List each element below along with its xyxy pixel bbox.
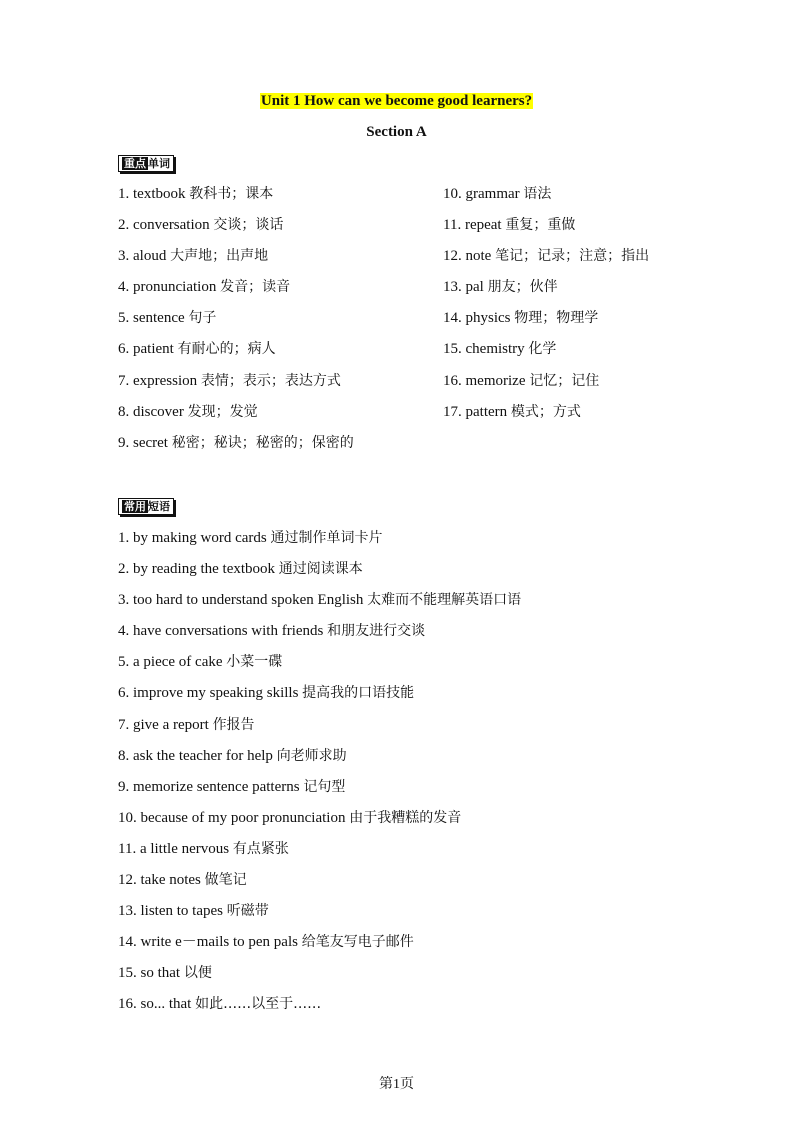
phrase-en: 10. because of my poor pronunciation xyxy=(118,809,346,826)
phrase-en: 4. have conversations with friends xyxy=(118,623,324,640)
vocab-zh: 教科书；课本 xyxy=(189,186,274,202)
vocab-zh: 交谈；谈话 xyxy=(213,217,284,234)
phrase-zh: 太难而不能理解英语口语 xyxy=(367,592,522,609)
vocab-item xyxy=(118,337,354,368)
phrase-zh: 通过阅读课本 xyxy=(278,561,363,578)
vocab-zh: 记忆；记住 xyxy=(529,372,600,389)
vocab-item xyxy=(443,275,649,306)
vocab-en: 15. chemistry xyxy=(443,341,525,358)
vocab-en: 2. conversation xyxy=(118,217,210,234)
vocab-zh: 语法 xyxy=(523,186,552,202)
phrase-badge-plain: 短语 xyxy=(148,500,170,513)
phrase-en: 8. ask the teacher for help xyxy=(118,747,273,764)
phrase-item xyxy=(118,557,718,588)
phrase-zh: 给笔友写电子邮件 xyxy=(301,934,414,951)
phrase-zh: 听磁带 xyxy=(226,903,269,920)
phrase-zh: 由于我糟糕的发音 xyxy=(349,809,462,826)
phrase-zh: 有点紧张 xyxy=(232,840,289,857)
vocab-column-right xyxy=(443,182,649,431)
vocab-zh: 有耐心的；病人 xyxy=(177,341,276,358)
vocab-zh: 发音；读音 xyxy=(220,279,291,296)
vocab-en: 3. aloud xyxy=(118,248,167,265)
vocab-en: 6. patient xyxy=(118,341,174,358)
phrase-item xyxy=(118,713,718,744)
phrase-zh: 作报告 xyxy=(212,716,255,733)
phrase-item xyxy=(118,992,718,1023)
vocab-zh: 物理；物理学 xyxy=(514,310,599,327)
vocab-en: 8. discover xyxy=(118,403,184,420)
phrase-item xyxy=(118,961,718,992)
phrase-item xyxy=(118,619,718,650)
vocab-en: 14. physics xyxy=(443,310,511,327)
vocab-column-left xyxy=(118,182,354,462)
vocab-en: 4. pronunciation xyxy=(118,279,217,296)
phrase-zh: 如此……以至于…… xyxy=(195,996,322,1013)
phrase-item xyxy=(118,899,718,930)
vocab-en: 9. secret xyxy=(118,434,168,451)
phrase-item xyxy=(118,744,718,775)
vocab-zh: 朋友；伙伴 xyxy=(487,279,558,296)
vocab-item xyxy=(118,306,354,337)
vocab-item xyxy=(443,306,649,337)
phrase-item xyxy=(118,837,718,868)
phrase-en: 11. a little nervous xyxy=(118,840,230,857)
phrase-item xyxy=(118,588,718,619)
phrase-en: 13. listen to tapes xyxy=(118,903,223,920)
phrase-zh: 提高我的口语技能 xyxy=(302,685,415,702)
phrase-zh: 通过制作单词卡片 xyxy=(270,530,383,546)
vocab-item xyxy=(443,400,649,431)
phrase-en: 7. give a report xyxy=(118,716,209,733)
phrase-zh: 向老师求助 xyxy=(276,747,347,764)
page-number: 第1页 xyxy=(379,1077,414,1092)
vocab-zh: 化学 xyxy=(528,341,557,358)
vocab-item xyxy=(443,337,649,368)
vocab-item xyxy=(118,275,354,306)
unit-title xyxy=(0,91,793,111)
vocab-item xyxy=(443,369,649,400)
phrase-en: 6. improve my speaking skills xyxy=(118,685,299,702)
phrase-list xyxy=(118,526,718,1024)
vocab-en: 5. sentence xyxy=(118,310,185,327)
phrase-en: 14. write e－mails to pen pals xyxy=(118,934,298,951)
vocab-item xyxy=(443,182,649,213)
vocab-item xyxy=(118,431,354,462)
vocab-zh: 表情；表示；表达方式 xyxy=(200,372,341,389)
vocab-item xyxy=(118,213,354,244)
vocab-item xyxy=(118,244,354,275)
vocab-item xyxy=(118,369,354,400)
phrase-zh: 做笔记 xyxy=(204,872,247,889)
section-heading: Section A xyxy=(366,124,427,140)
phrase-en: 9. memorize sentence patterns xyxy=(118,778,300,795)
vocab-item xyxy=(443,244,649,275)
vocab-item xyxy=(118,182,354,213)
vocab-badge xyxy=(118,155,174,172)
phrase-zh: 记句型 xyxy=(303,778,346,795)
vocab-zh: 重复；重做 xyxy=(505,217,576,234)
phrase-zh: 和朋友进行交谈 xyxy=(327,623,426,640)
phrase-zh: 小菜一碟 xyxy=(226,654,283,671)
vocab-item xyxy=(118,400,354,431)
phrase-en: 15. so that xyxy=(118,965,181,982)
vocab-item xyxy=(443,213,649,244)
vocab-zh: 模式；方式 xyxy=(510,403,581,420)
phrase-en: 16. so... that xyxy=(118,996,192,1013)
phrase-item xyxy=(118,868,718,899)
vocab-badge-inv: 重点 xyxy=(124,157,146,170)
vocab-en: 11. repeat xyxy=(443,217,502,234)
vocab-zh: 大声地；出声地 xyxy=(170,248,269,265)
vocab-en: 17. pattern xyxy=(443,403,508,420)
vocab-en: 7. expression xyxy=(118,372,198,389)
phrase-en: 2. by reading the textbook xyxy=(118,561,276,578)
phrase-en: 5. a piece of cake xyxy=(118,654,223,671)
phrase-badge-inv: 常用 xyxy=(124,500,146,513)
vocab-zh: 句子 xyxy=(188,310,217,327)
phrase-badge xyxy=(118,498,174,515)
vocab-en: 12. note xyxy=(443,248,492,265)
vocab-en: 13. pal xyxy=(443,279,484,296)
vocab-badge-plain: 单词 xyxy=(148,157,170,170)
vocab-en: 1. textbook xyxy=(118,186,186,202)
phrase-en: 3. too hard to understand spoken English xyxy=(118,592,364,609)
vocab-zh: 笔记；记录；注意；指出 xyxy=(495,248,650,265)
phrase-item xyxy=(118,681,718,712)
phrase-item xyxy=(118,930,718,961)
vocab-zh: 秘密；秘诀；秘密的；保密的 xyxy=(171,434,354,451)
unit-title-text: Unit 1 How can we become good learners? xyxy=(260,93,533,109)
vocab-zh: 发现；发觉 xyxy=(187,403,258,420)
phrase-zh: 以便 xyxy=(183,965,212,982)
phrase-item xyxy=(118,806,718,837)
phrase-en: 1. by making word cards xyxy=(118,530,267,546)
phrase-item xyxy=(118,775,718,806)
phrase-item xyxy=(118,526,718,557)
phrase-item xyxy=(118,650,718,681)
vocab-en: 16. memorize xyxy=(443,372,526,389)
vocab-en: 10. grammar xyxy=(443,186,520,202)
phrase-en: 12. take notes xyxy=(118,872,201,889)
